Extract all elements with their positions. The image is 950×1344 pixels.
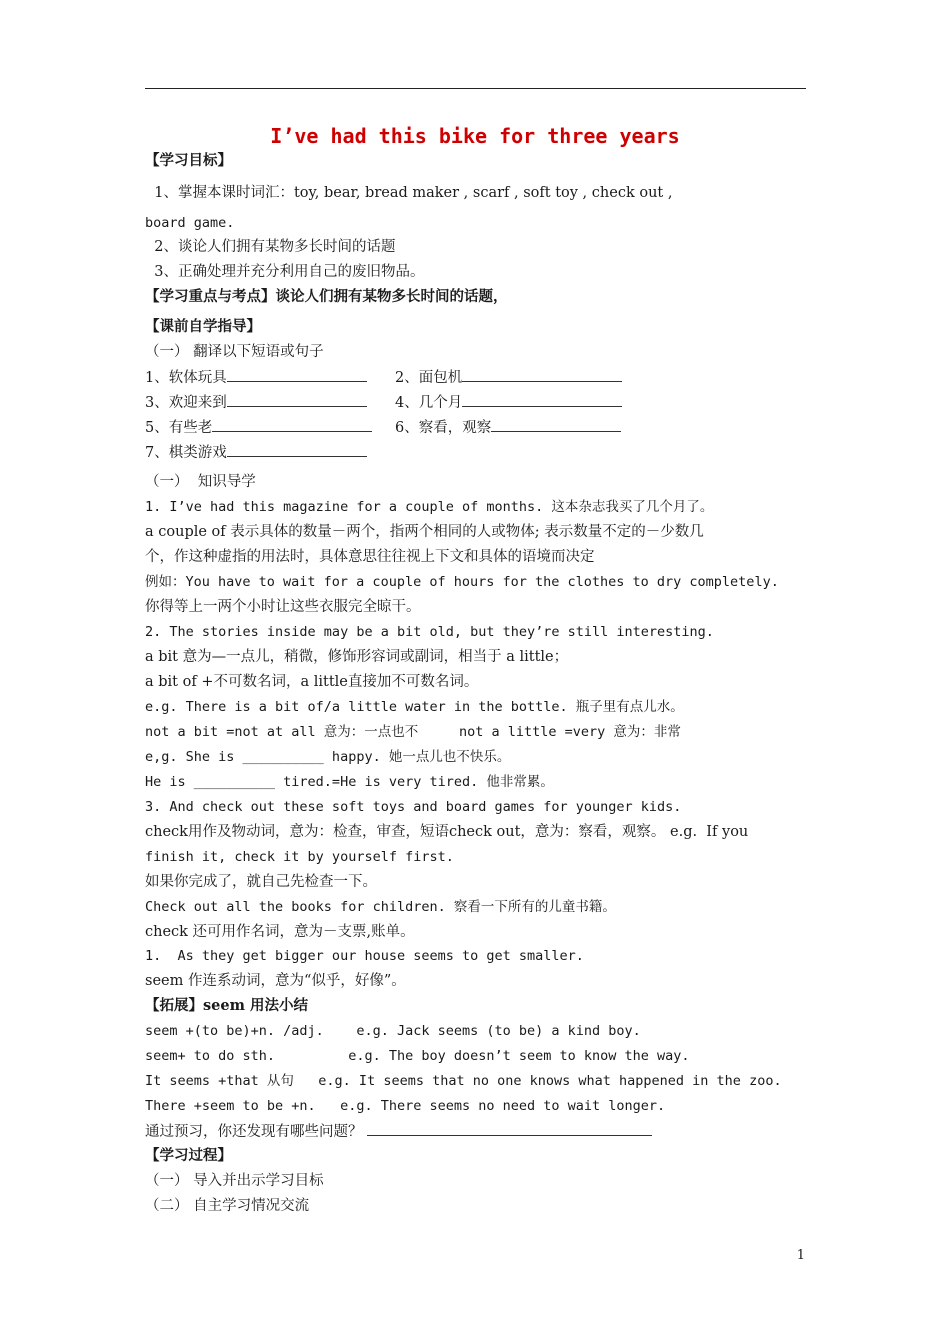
translate-label: 3、欢迎来到 [145,395,227,411]
objective-1: 1、掌握本课时词汇：toy, bear, bread maker , scarf , soft toy , check out , [145,185,673,201]
translate-item [395,367,622,388]
usage-line: seem +(to be)+n. /adj. e.g. Jack seems (to be) a kind boy. [145,1023,641,1039]
translate-label: 7、棋类游戏 [145,445,227,461]
answer-blank[interactable] [462,392,622,407]
process-step-2: （二） 自主学习情况交流 [145,1198,310,1214]
translate-item [145,442,367,463]
translate-item [145,417,372,438]
section-heading-keypoints: 【学习重点与考点】谈论人们拥有某物多长时间的话题， [145,288,508,305]
subsection-translate: （一） 翻译以下短语或句子 [145,344,324,360]
note-line: finish it, check it by yourself first. [145,849,454,865]
note-line: He is __________ tired.=He is very tired. 他非常累。 [145,774,554,790]
questions-prompt [145,1121,652,1142]
questions-label: 通过预习，你还发现有哪些问题？ [145,1124,363,1140]
note-line: e.g. There is a bit of/a little water in the bottle. 瓶子里有点儿水。 [145,699,684,715]
translate-label: 5、有些老 [145,420,213,436]
note-line: check 还可用作名词，意为－支票,账单。 [145,924,415,940]
answer-blank[interactable] [227,392,367,407]
note-line: 例如：You have to wait for a couple of hours for the clothes to dry completely. [145,574,779,590]
page-title: I’ve had this bike for three years [270,124,680,148]
objective-2: 2、谈论人们拥有某物多长时间的话题 [145,239,396,255]
answer-blank[interactable] [212,417,372,432]
translate-label: 1、软体玩具 [145,370,227,386]
note-line: e,g. She is __________ happy. 她一点儿也不快乐。 [145,749,511,765]
note-line: check用作及物动词，意为：检查，审查，短语check out，意为：察看，观察。 e.g. If you [145,824,749,840]
note-line: Check out all the books for children. 察看一下所有的儿童书籍。 [145,899,616,915]
note-line: 1. I’ve had this magazine for a couple of months. 这本杂志我买了几个月了。 [145,499,714,515]
note-line: 个，作这种虚指的用法时，具体意思往往视上下文和具体的语境而决定 [145,549,595,565]
usage-line: seem+ to do sth. e.g. The boy doesn’t seem to know the way. [145,1048,690,1064]
section-heading-extension: 【拓展】seem 用法小结 [145,997,309,1014]
translate-label: 6、察看，观察 [395,420,492,436]
note-line: 2. The stories inside may be a bit old, but they’re still interesting. [145,624,714,640]
answer-blank[interactable] [227,367,367,382]
questions-blank[interactable] [367,1121,652,1136]
translate-label: 2、面包机 [395,370,463,386]
note-line: not a bit =not at all 意为：一点也不 not a little =very 意为：非常 [145,724,681,740]
note-line: 3. And check out these soft toys and board games for younger kids. [145,799,682,815]
answer-blank[interactable] [491,417,621,432]
answer-blank[interactable] [462,367,622,382]
header-rule [145,88,806,89]
process-step-1: （一） 导入并出示学习目标 [145,1173,324,1189]
translate-item [145,392,367,413]
section-heading-objectives: 【学习目标】 [145,152,232,169]
answer-blank[interactable] [227,442,367,457]
page-number: 1 [796,1248,805,1263]
subsection-knowledge: （一） 知识导学 [145,474,256,490]
note-line: a bit of +不可数名词，a little直接加不可数名词。 [145,674,479,690]
section-heading-preview: 【课前自学指导】 [145,318,261,335]
note-line: a bit 意为—一点儿，稍微，修饰形容词或副词，相当于 a little； [145,649,569,665]
translate-item [395,417,621,438]
note-line: 你得等上一两个小时让这些衣服完全晾干。 [145,599,421,615]
usage-line: There +seem to be +n. e.g. There seems no need to wait longer. [145,1098,666,1114]
objective-3: 3、正确处理并充分利用自己的废旧物品。 [145,264,425,280]
note-line: seem 作连系动词，意为“似乎，好像”。 [145,973,406,989]
note-line: 1. As they get bigger our house seems to get smaller. [145,948,584,964]
translate-item [145,367,367,388]
note-line: a couple of 表示具体的数量－两个，指两个相同的人或物体; 表示数量不定的－少数几 [145,524,704,540]
translate-label: 4、几个月 [395,395,463,411]
usage-line: It seems +that 从句 e.g. It seems that no one knows what happened in the zoo. [145,1073,782,1089]
objective-1-cont: board game. [145,215,235,231]
note-line: 如果你完成了，就自己先检查一下。 [145,874,377,890]
translate-item [395,392,622,413]
section-heading-process: 【学习过程】 [145,1147,232,1164]
